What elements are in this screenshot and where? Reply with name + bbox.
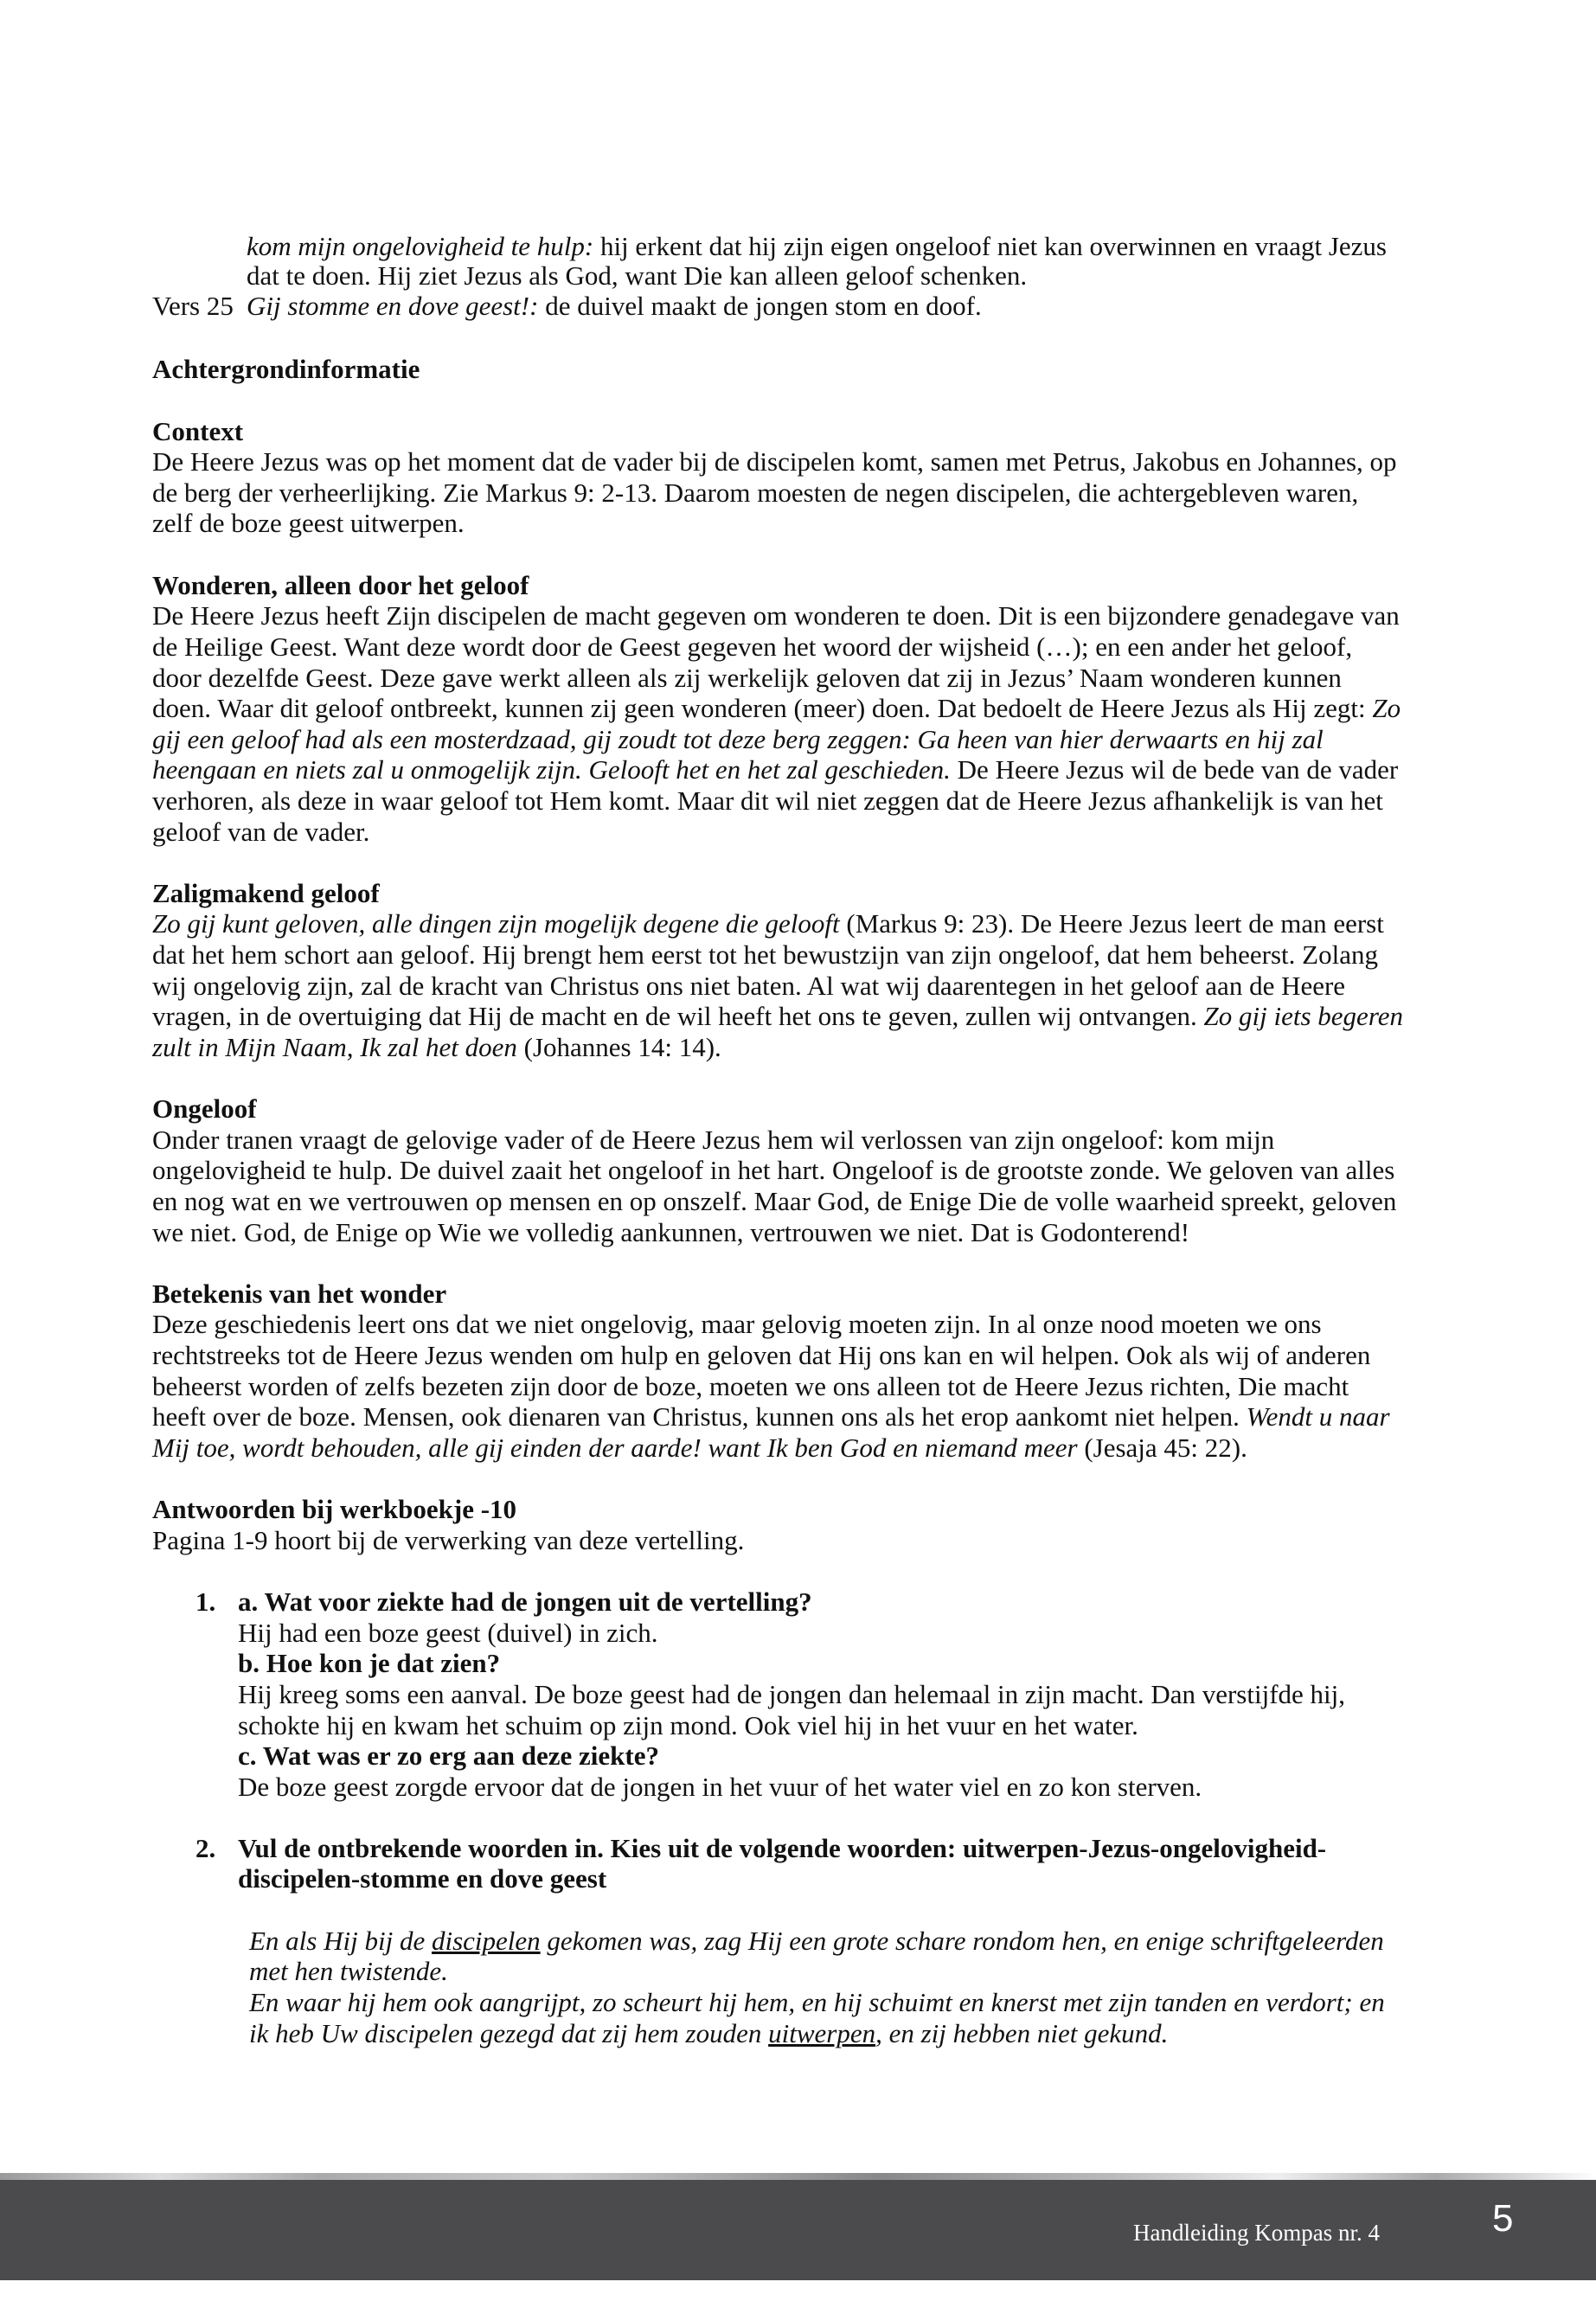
text-run: we niet. God, de Enige op Wie we volledig aankunnen, vertrouwen we niet. Dat is Godonterend!	[152, 1217, 1190, 1247]
text-run: De Heere Jezus was op het moment dat de vader bij de discipelen komt, samen met Petrus, Jakobus en Johannes, op	[152, 446, 1397, 477]
text-line	[195, 1833, 1326, 1864]
text-run: De Heere Jezus wil de bede van de vader	[950, 754, 1399, 785]
text-line	[152, 1155, 1394, 1186]
bold-text: b. Hoe kon je dat zien?	[238, 1648, 501, 1678]
text-line	[152, 1125, 1274, 1156]
text-line	[152, 291, 982, 322]
italic-quote: En waar hij hem ook aangrijpt, zo scheurt hij hem, en hij schuimt en knerst met zijn tanden en verdort; en	[249, 1987, 1385, 2017]
text-line	[152, 754, 1398, 785]
text-line	[152, 1340, 1370, 1371]
text-run: (Johannes 14: 14).	[516, 1032, 721, 1062]
text-run: verhoren, als deze in waar geloof tot Hem komt. Maar dit wil niet zeggen dat de Heere Jezus afhankelijk is van het	[152, 785, 1383, 816]
text-line	[238, 1618, 657, 1649]
section-heading	[152, 878, 380, 909]
text-line	[152, 971, 1345, 1002]
text-run: Deze geschiedenis leert ons dat we niet ongelovig, maar gelovig moeten zijn. In al onze nood moeten we ons	[152, 1309, 1322, 1339]
italic-quote: En als Hij bij de	[249, 1926, 432, 1956]
text-run: de Heilige Geest. Want deze wordt door de Geest gegeven het woord der wijsheid (…); en een ander het geloof,	[152, 631, 1353, 662]
text-line	[249, 1987, 1385, 2018]
text-line	[238, 1740, 659, 1772]
section-heading	[152, 1093, 257, 1125]
text-line	[152, 1217, 1189, 1248]
text-run: zelf de boze geest uitwerpen.	[152, 508, 465, 538]
text-run: doen. Waar dit geloof ontbreekt, kunnen zij geen wonderen (meer) doen. Dat bedoelt de Heere Jezus als Hij zegt:	[152, 693, 1373, 723]
text-line	[238, 1679, 1345, 1710]
text-line	[152, 1525, 744, 1556]
italic-quote: ik heb Uw discipelen gezegd dat zij hem zouden	[249, 2018, 769, 2048]
italic-quote: Gij stomme en dove geest!:	[247, 291, 539, 321]
text-line	[152, 1032, 721, 1063]
section-heading	[152, 570, 529, 601]
text-run: De boze geest zorgde ervoor dat de jongen in het vuur of het water viel en zo kon sterven.	[238, 1772, 1202, 1802]
text-run: de berg der verheerlijking. Zie Markus 9: 2-13. Daarom moesten de negen discipelen, die achtergebleven waren,	[152, 478, 1359, 508]
italic-quote: , en zij hebben niet gekund.	[875, 2018, 1169, 2048]
text-run: Pagina 1-9 hoort bij de verwerking van deze vertelling.	[152, 1525, 745, 1555]
text-line	[152, 1309, 1322, 1340]
text-run: beheerst worden of zelfs bezeten zijn door de boze, moeten we ons alleen tot de Heere Jezus richten, Die macht	[152, 1371, 1349, 1401]
text-run: heeft over de boze. Mensen, ook dienaren van Christus, kunnen ons als het erop aankomt niet helpen.	[152, 1401, 1247, 1432]
text-line	[238, 1863, 606, 1894]
text-line	[152, 939, 1378, 971]
bold-text: Vul de ontbrekende woorden in. Kies uit de volgende woorden: uitwerpen-Jezus-ongelovigheid-	[238, 1833, 1327, 1863]
text-run: Onder tranen vraagt de gelovige vader of de Heere Jezus hem wil verlossen van zijn ongeloof: kom mijn	[152, 1125, 1275, 1155]
text-run: geloof van de vader.	[152, 817, 370, 847]
text-line	[152, 817, 369, 848]
text-run: rechtstreeks tot de Heere Jezus wenden om hulp en geloven dat Hij ons kan en wil helpen. Ook als wij of anderen	[152, 1340, 1371, 1370]
italic-quote: gij een geloof had als een mosterdzaad, gij zoudt tot deze berg zeggen: Ga heen van hier derwaarts en hij zal	[152, 724, 1324, 754]
bold-text: Context	[152, 416, 244, 446]
section-heading	[152, 354, 420, 385]
text-run: vragen, in de overtuiging dat Hij de macht en de wil heeft het ons te geven, zullen wij ontvangen.	[152, 1001, 1204, 1031]
text-line	[152, 1186, 1396, 1217]
bold-text: Achtergrondinformatie	[152, 354, 420, 384]
italic-quote: Wendt u naar	[1246, 1401, 1390, 1432]
text-line	[152, 908, 1384, 939]
text-line	[238, 1710, 1138, 1741]
text-line	[238, 1648, 500, 1679]
section-heading	[152, 416, 243, 447]
text-run: (Markus 9: 23). De Heere Jezus leert de man eerst	[839, 908, 1384, 939]
text-line	[195, 1586, 812, 1618]
text-run: ongelovigheid te hulp. De duivel zaait het ongeloof in het hart. Ongeloof is de grootste zonde. We geloven van alles	[152, 1155, 1395, 1185]
text-run: door dezelfde Geest. Deze gave werkt alleen als zij werkelijk geloven dat zij in Jezus’ Naam wonderen kunnen	[152, 663, 1342, 693]
list-number: 2.	[195, 1833, 216, 1863]
text-line	[152, 693, 1401, 724]
text-line	[247, 260, 1027, 292]
text-line	[152, 663, 1342, 694]
bold-text: a. Wat voor ziekte had de jongen uit de vertelling?	[238, 1586, 812, 1617]
text-line	[238, 1772, 1202, 1803]
text-line	[152, 631, 1352, 663]
text-line	[247, 231, 1387, 262]
list-number: 1.	[195, 1586, 216, 1617]
text-line	[152, 785, 1383, 817]
section-heading	[152, 1494, 516, 1525]
verse-label: Vers 25	[152, 291, 234, 321]
italic-quote: heengaan en niets zal u onmogelijk zijn. Gelooft het en het zal geschieden.	[152, 754, 951, 785]
section-heading	[152, 1279, 446, 1310]
text-line	[152, 446, 1397, 478]
text-line	[152, 600, 1400, 631]
text-line	[249, 1956, 448, 1987]
text-run: en nog wat en we vertrouwen op mensen en op onszelf. Maar God, de Enige Die de volle waarheid spreekt, geloven	[152, 1186, 1397, 1216]
bold-text: Betekenis van het wonder	[152, 1279, 447, 1309]
text-run: de duivel maakt de jongen stom en doof.	[538, 291, 982, 321]
bold-text: Wonderen, alleen door het geloof	[152, 570, 529, 600]
italic-quote: Zo	[1372, 693, 1401, 723]
text-run: schokte hij en kwam het schuim op zijn mond. Ook viel hij in het vuur en het water.	[238, 1710, 1138, 1740]
text-line	[152, 1433, 1247, 1464]
text-run: Hij had een boze geest (duivel) in zich.	[238, 1618, 658, 1648]
text-line	[249, 2018, 1168, 2049]
text-run: wij ongelovig zijn, zal de kracht van Christus ons niet baten. Al wat wij daarentegen in het geloof aan de Heere	[152, 971, 1346, 1001]
text-line	[152, 508, 465, 539]
italic-quote: Zo gij iets begeren	[1203, 1001, 1403, 1031]
bold-text: Ongeloof	[152, 1093, 257, 1124]
bold-text: Antwoorden bij werkboekje -10	[152, 1494, 517, 1524]
italic-quote: met hen twistende.	[249, 1956, 448, 1986]
text-run: Hij kreeg soms een aanval. De boze geest had de jongen dan helemaal in zijn macht. Dan verstijfde hij,	[238, 1679, 1346, 1709]
filled-in-answer: discipelen	[431, 1926, 541, 1956]
bold-text: discipelen-stomme en dove geest	[238, 1863, 607, 1894]
text-run: dat te doen. Hij ziet Jezus als God, want Die kan alleen geloof schenken.	[247, 260, 1028, 291]
italic-quote: kom mijn ongelovigheid te hulp:	[247, 231, 594, 261]
bold-text: c. Wat was er zo erg aan deze ziekte?	[238, 1740, 659, 1771]
text-run: hij erkent dat hij zijn eigen ongeloof niet kan overwinnen en vraagt Jezus	[593, 231, 1387, 261]
text-line	[152, 724, 1324, 755]
text-line	[152, 478, 1358, 509]
text-run: De Heere Jezus heeft Zijn discipelen de macht gegeven om wonderen te doen. Dit is een bijzondere genadegave van	[152, 600, 1400, 631]
footer-title: Handleiding Kompas nr. 4	[1133, 2220, 1380, 2246]
text-line	[152, 1001, 1403, 1032]
filled-in-answer: uitwerpen	[768, 2018, 876, 2048]
text-run: (Jesaja 45: 22).	[1077, 1433, 1247, 1463]
page-number: 5	[1492, 2197, 1514, 2240]
text-line	[152, 1401, 1390, 1433]
text-line	[249, 1926, 1384, 1957]
italic-quote: Mij toe, wordt behouden, alle gij einden der aarde! want Ik ben God en niemand meer	[152, 1433, 1078, 1463]
italic-quote: zult in Mijn Naam, Ik zal het doen	[152, 1032, 517, 1062]
italic-quote: gekomen was, zag Hij een grote schare rondom hen, en enige schriftgeleerden	[540, 1926, 1384, 1956]
italic-quote: Zo gij kunt geloven, alle dingen zijn mogelijk degene die gelooft	[152, 908, 840, 939]
text-run: dat het hem schort aan geloof. Hij brengt hem eerst tot het bewustzijn van zijn ongeloof, dat hem beheerst. Zolang	[152, 939, 1378, 970]
bold-text: Zaligmakend geloof	[152, 878, 380, 908]
text-line	[152, 1371, 1349, 1402]
